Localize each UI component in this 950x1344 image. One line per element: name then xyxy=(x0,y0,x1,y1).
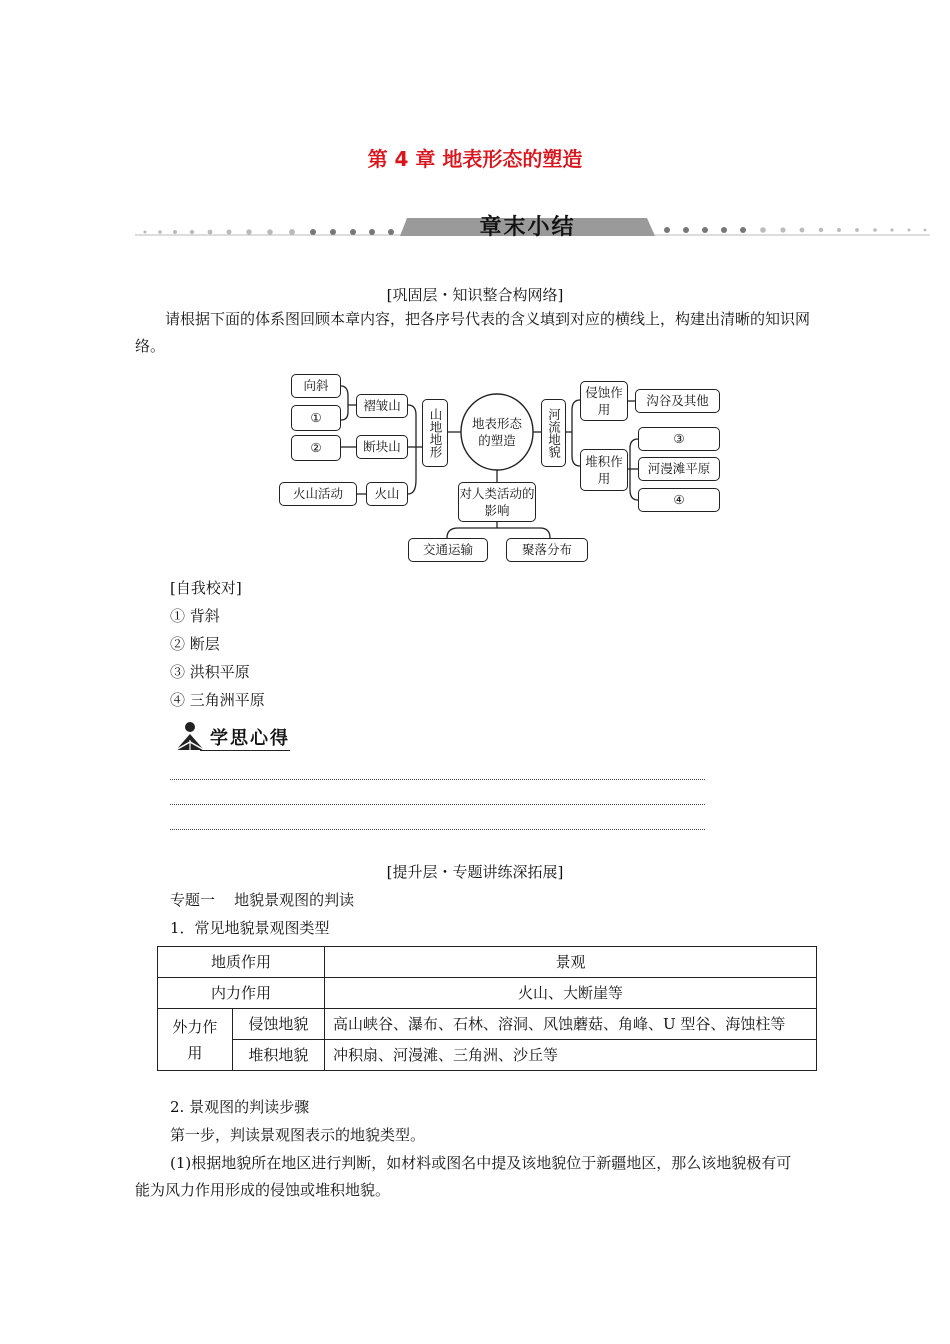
banner-title: 章末小结 xyxy=(479,215,576,240)
step-1: 第一步，判读景观图表示的地貌类型。 xyxy=(170,1126,426,1144)
topic-title: 专题一 地貌景观图的判读 xyxy=(170,891,355,909)
center-node: 地表形态的塑造 xyxy=(471,416,522,448)
landform-table xyxy=(157,946,817,1071)
table-row xyxy=(158,978,817,1009)
chapter-title: 第 4 章 地表形态的塑造 xyxy=(367,147,583,171)
reflection-underline xyxy=(200,750,290,751)
reflection-label: 学思心得 xyxy=(210,728,290,749)
writing-line-1[interactable] xyxy=(170,779,705,780)
node-human-impact: 对人类活动的影响 xyxy=(458,482,536,522)
node-mountain: 山地地形 xyxy=(422,399,448,467)
table-row xyxy=(158,1009,817,1040)
header-process: 地质作用 xyxy=(158,947,325,978)
cell-external: 外力作用 xyxy=(158,1009,233,1071)
writing-line-3[interactable] xyxy=(170,829,705,830)
node-volcanic-activity: 火山活动 xyxy=(279,482,357,506)
cell-erosion-value: 高山峡谷、瀑布、石林、溶洞、风蚀蘑菇、角峰、U 型谷、海蚀柱等 xyxy=(325,1009,817,1040)
writing-line-2[interactable] xyxy=(170,804,705,805)
node-erosion: 侵蚀作用 xyxy=(580,381,628,421)
node-volcano: 火山 xyxy=(366,482,408,506)
concept-diagram xyxy=(0,0,950,600)
node-transport: 交通运输 xyxy=(408,538,488,562)
answer-1: ① 背斜 xyxy=(170,607,220,625)
node-fold-mountain: 褶皱山 xyxy=(356,394,408,418)
node-blank-2: ② xyxy=(291,435,341,461)
answer-2: ② 断层 xyxy=(170,635,220,653)
node-deposition: 堆积作用 xyxy=(580,449,628,491)
cell-deposit-value: 冲积扇、河漫滩、三角洲、沙丘等 xyxy=(325,1040,817,1071)
node-river: 河流地貌 xyxy=(541,399,566,467)
node-settlement: 聚落分布 xyxy=(506,538,588,562)
node-gully: 沟谷及其他 xyxy=(635,389,720,413)
section2-heading: [提升层・专题讲练深拓展] xyxy=(386,863,564,881)
answer-4: ④ 三角洲平原 xyxy=(170,691,265,709)
node-blank-4: ④ xyxy=(638,488,720,512)
reader-icon xyxy=(172,720,208,754)
node-fault-mountain: 断块山 xyxy=(356,435,408,459)
table-row xyxy=(158,1040,817,1071)
intro-paragraph: 请根据下面的体系图回顾本章内容，把各序号代表的含义填到对应的横线上，构建出清晰的知识网络。 xyxy=(135,310,811,355)
node-blank-3: ③ xyxy=(638,427,720,451)
cell-erosion-type: 侵蚀地貌 xyxy=(232,1009,324,1040)
point-2-heading: 2. 景观图的判读步骤 xyxy=(170,1098,310,1116)
reflection-logo xyxy=(172,718,297,754)
point-1-heading: 1．常见地貌景观图类型 xyxy=(170,919,330,937)
node-floodplain: 河漫滩平原 xyxy=(638,457,720,481)
table-row xyxy=(158,947,817,978)
cell-deposit-type: 堆积地貌 xyxy=(232,1040,324,1071)
cell-internal: 内力作用 xyxy=(158,978,325,1009)
step-1-detail: (1)根据地貌所在地区进行判断，如材料或图名中提及该地貌位于新疆地区，那么该地貌极有可能为风力作用形成的侵蚀或堆积地貌。 xyxy=(135,1154,792,1199)
self-check-heading: [自我校对] xyxy=(170,579,242,597)
node-blank-1: ① xyxy=(291,405,341,431)
section1-heading: [巩固层・知识整合构网络] xyxy=(386,286,564,304)
answer-3: ③ 洪积平原 xyxy=(170,663,250,681)
header-landscape: 景观 xyxy=(325,947,817,978)
cell-internal-value: 火山、大断崖等 xyxy=(325,978,817,1009)
node-syncline: 向斜 xyxy=(291,374,341,398)
